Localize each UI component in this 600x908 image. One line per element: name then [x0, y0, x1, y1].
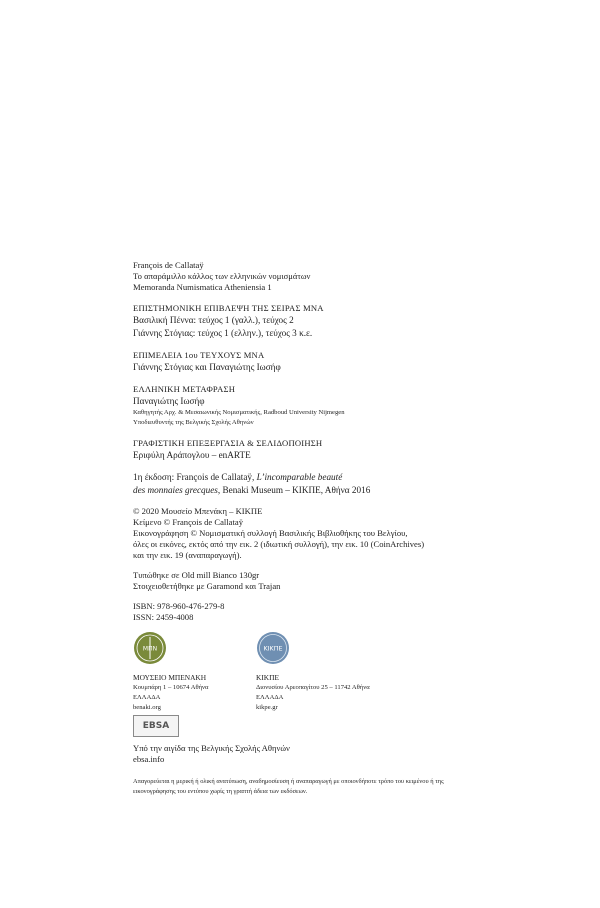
- kikpe-block: [256, 631, 370, 711]
- kikpe-address: Διονυσίου Αρεοπαγίτου 25 – 11742 Αθήνα: [256, 684, 370, 691]
- legal-notice: Απαγορεύεται η μερική ή ολική ανατύπωση, αναδημοσίευση ή αναπαραγωγή με οποιονδήποτε τρόπο του κειμένου ή της εικονογράφησης του εντύπου χωρίς τη γραπτή άδεια των εκδόσεων.: [133, 778, 444, 795]
- ebsa-patronage: Υπό την αιγίδα της Βελγικής Σχολής Αθηνών: [133, 743, 290, 753]
- series-name: Memoranda Numismatica Atheniensia 1: [133, 282, 272, 292]
- kikpe-name: ΚΙΚΠΕ: [256, 673, 279, 682]
- benaki-block: [133, 631, 209, 711]
- ebsa-section: [133, 715, 473, 765]
- design-section: [133, 437, 473, 462]
- publisher-logos: [133, 631, 473, 713]
- benaki-logo-text: ΜΠΝ: [142, 645, 158, 653]
- paper-info: Τυπώθηκε σε Old mill Bianco 130gr: [133, 570, 260, 580]
- designer-name: Εριφύλη Αράπογλου – enARTE: [133, 450, 251, 460]
- translation-section: [133, 383, 473, 428]
- first-edition-line: [133, 484, 473, 497]
- kikpe-country: ΕΛΛΑΔΑ: [256, 694, 284, 701]
- book-title: Το απαράμιλλο κάλλος των ελληνικών νομισμάτων: [133, 271, 311, 281]
- translator-role: Υποδιευθυντής της Βελγικής Σχολής Αθηνών: [133, 419, 254, 426]
- author: François de Callataÿ: [133, 260, 204, 270]
- benaki-museum-logo: [133, 631, 167, 665]
- identifiers-section: [133, 601, 473, 623]
- first-edition-title: L’incomparable beauté: [256, 472, 343, 482]
- first-edition-suffix: , Benaki Museum – ΚΙΚΠΕ, Αθήνα 2016: [217, 485, 371, 495]
- section-heading: ΕΠΙΣΤΗΜΟΝΙΚΗ ΕΠΙΒΛΕΨΗ ΤΗΣ ΣΕΙΡΑΣ ΜΝΑ: [133, 303, 324, 313]
- scientific-supervision-section: [133, 302, 473, 340]
- copyright-line: Εικονογράφηση © Νομισματική συλλογή Βασιλικής Βιβλιοθήκης του Βελγίου,: [133, 528, 408, 538]
- copyright-section: [133, 506, 473, 561]
- copyright-line: όλες οι εικόνες, εκτός από την εικ. 2 (ιδιωτική συλλογή), την εικ. 10 (CoinArchives): [133, 539, 425, 549]
- kikpe-address-block: [256, 673, 406, 713]
- section-heading: ΕΠΙΜΕΛΕΙΑ 1ου ΤΕΥΧΟΥΣ ΜΝΑ: [133, 350, 265, 360]
- supervisor-line: Γιάννης Στόγιας: τεύχος 1 (ελλην.), τεύχος 3 κ.ε.: [133, 328, 313, 338]
- ebsa-logo: [133, 715, 179, 737]
- first-edition-line: [133, 471, 473, 484]
- book-info: [133, 260, 473, 293]
- benaki-website: benaki.org: [133, 704, 161, 711]
- printing-section: [133, 570, 473, 592]
- issn: ISSN: 2459-4008: [133, 612, 194, 622]
- ebsa-website: ebsa.info: [133, 754, 165, 764]
- typeface-info: Στοιχειοθετήθηκε με Garamond και Trajan: [133, 581, 281, 591]
- benaki-country: ΕΛΛΑΔΑ: [133, 694, 161, 701]
- isbn: ISBN: 978-960-476-279-8: [133, 601, 225, 611]
- benaki-name: ΜΟΥΣΕΙΟ ΜΠΕΝΑΚΗ: [133, 673, 207, 682]
- translator-role: Καθηγητής Αρχ. & Μεσαιωνικής Νομισματικής, Radboud University Nijmegen: [133, 409, 345, 416]
- first-edition-title: des monnaies grecques: [133, 485, 218, 495]
- supervisor-line: Βασιλική Πέννα: τεύχος 1 (γαλλ.), τεύχος 2: [133, 315, 294, 325]
- kikpe-logo: [256, 631, 290, 665]
- editing-section: [133, 349, 473, 374]
- copyright-line: και την εικ. 19 (αναπαραγωγή).: [133, 550, 242, 560]
- benaki-address: Κουμπάρη 1 – 10674 Αθήνα: [133, 684, 209, 691]
- first-edition-section: [133, 471, 473, 497]
- translator-name: Παναγιώτης Ιωσήφ: [133, 396, 205, 406]
- section-heading: ΕΛΛΗΝΙΚΗ ΜΕΤΑΦΡΑΣΗ: [133, 384, 236, 394]
- copyright-line: © 2020 Μουσείο Μπενάκη – ΚΙΚΠΕ: [133, 506, 263, 516]
- ebsa-logo-text: EBSA: [142, 721, 170, 731]
- kikpe-website: kikpe.gr: [256, 704, 278, 711]
- first-edition-prefix: 1η έκδοση: François de Callataÿ,: [133, 472, 257, 482]
- kikpe-logo-text: ΚΙΚΠΕ: [263, 644, 283, 653]
- colophon-text: [133, 260, 473, 797]
- copyright-line: Κείμενο © François de Callataÿ: [133, 517, 243, 527]
- section-heading: ΓΡΑΦΙΣΤΙΚΗ ΕΠΕΞΕΡΓΑΣΙΑ & ΣΕΛΙΔΟΠΟΙΗΣΗ: [133, 438, 323, 448]
- editor-names: Γιάννης Στόγιας και Παναγιώτης Ιωσήφ: [133, 362, 281, 372]
